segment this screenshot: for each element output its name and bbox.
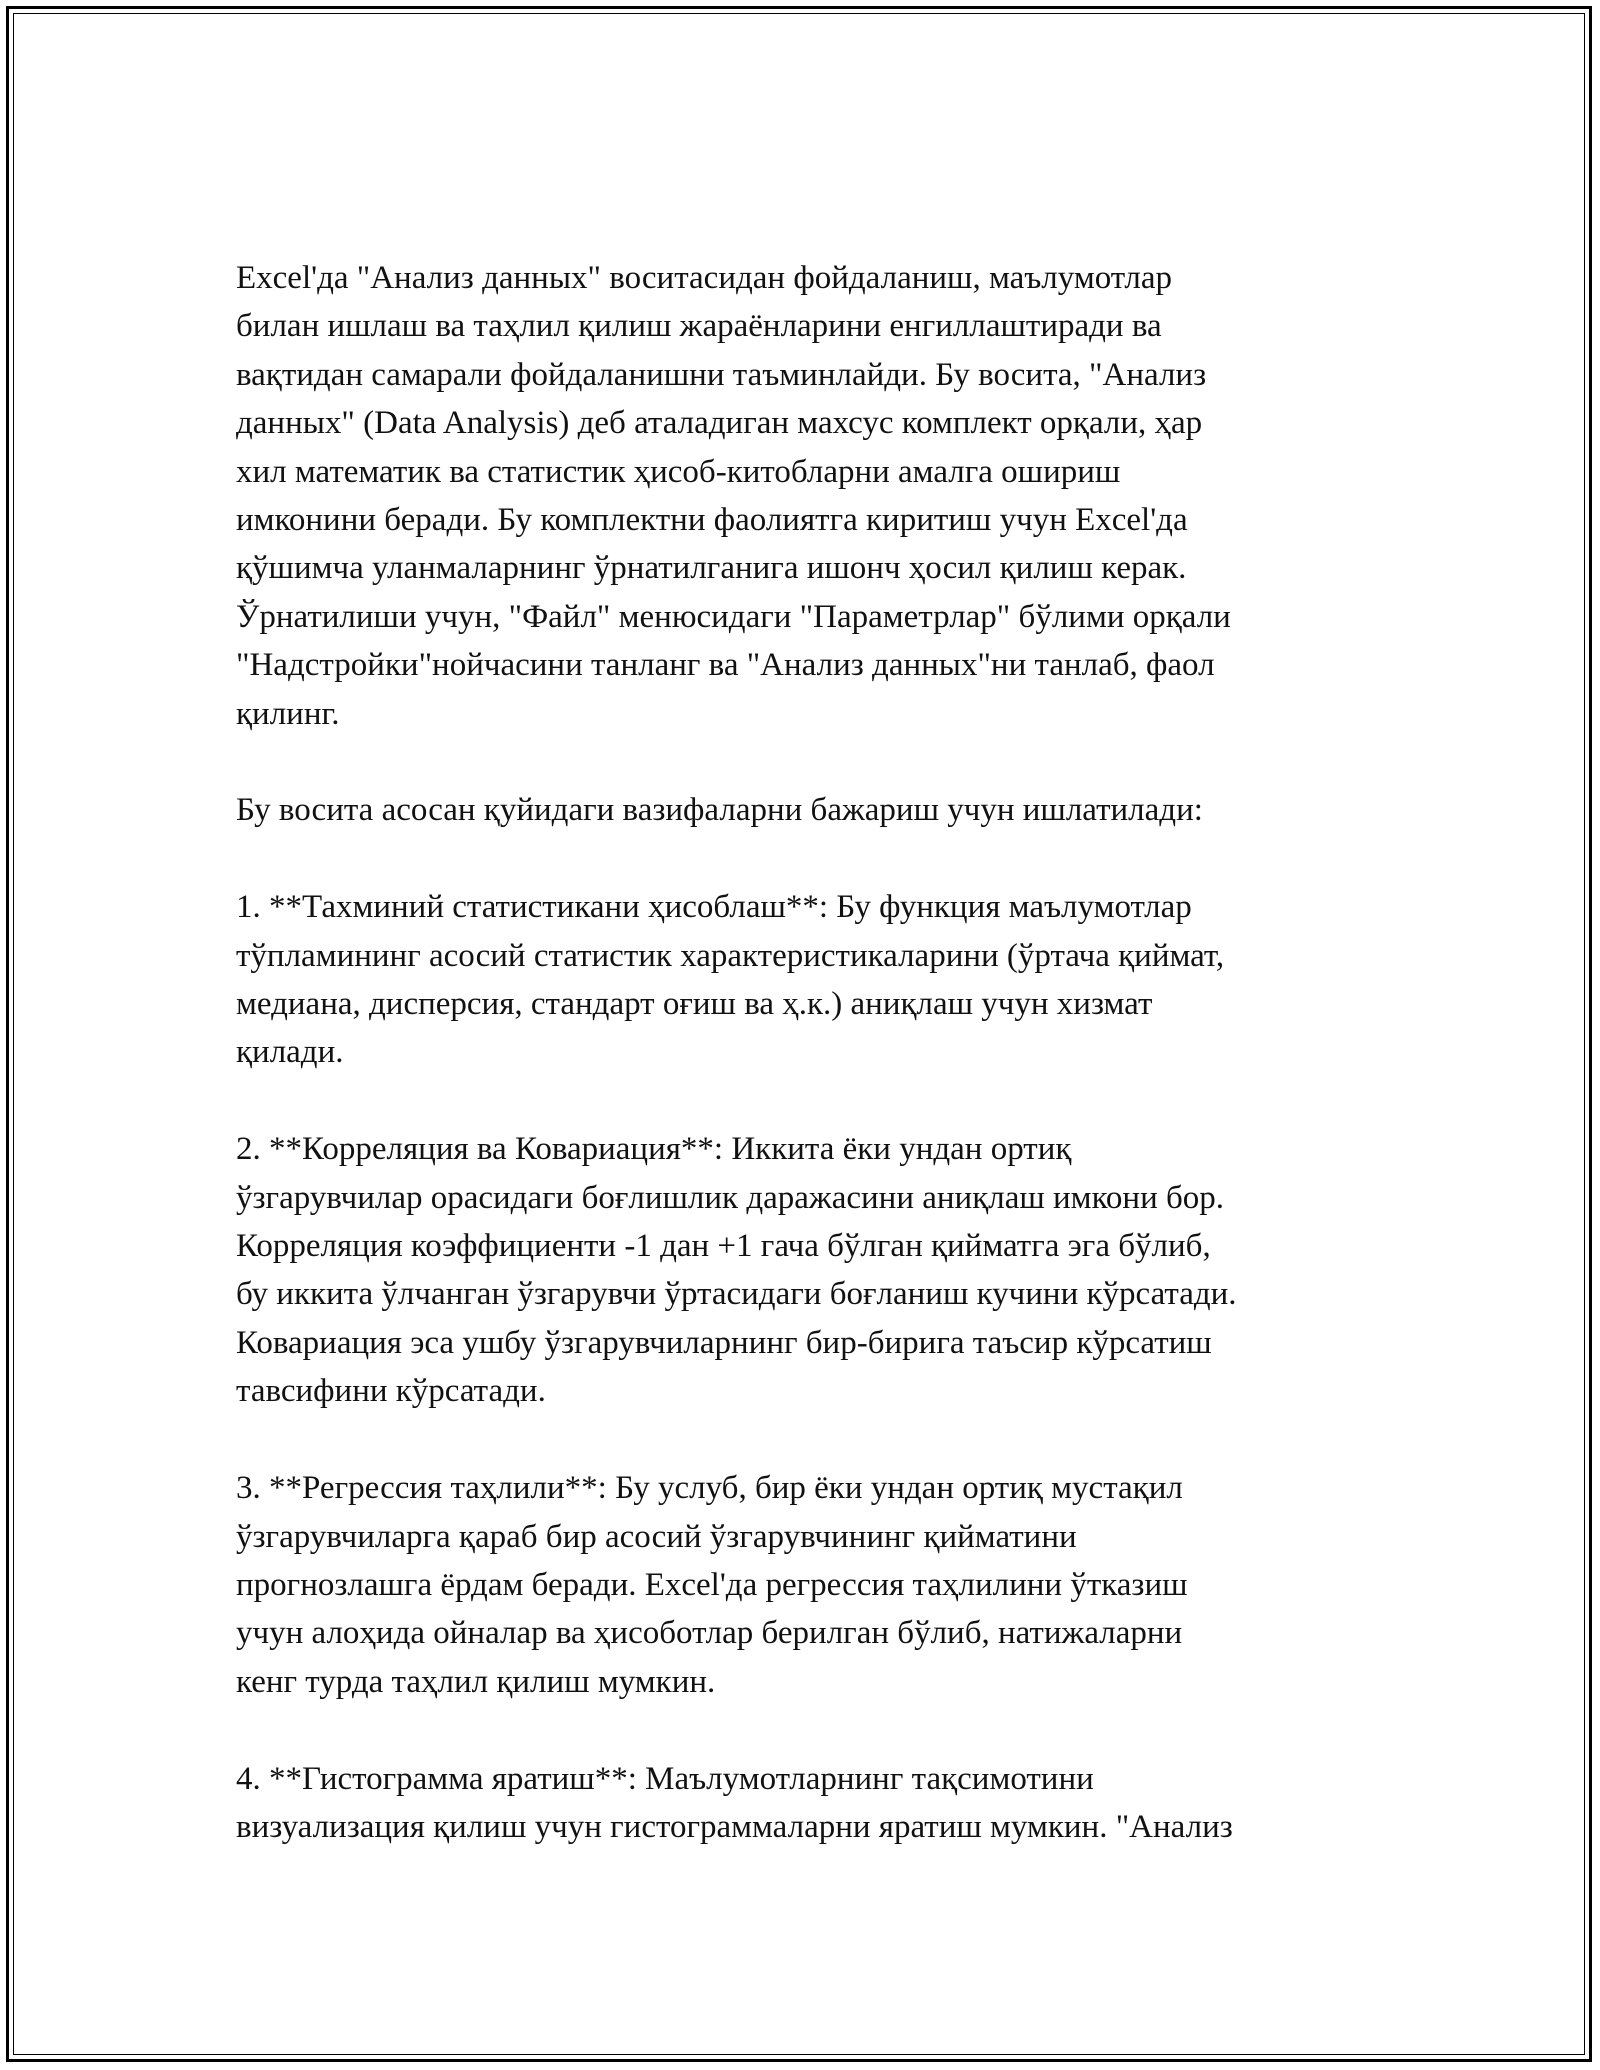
- document-body: [236, 254, 1376, 1851]
- list-item-histogram: 4. **Гистограмма яратиш**: Маълумотларнинг тақсимотини визуализация қилиш учун гистограммаларни яратиш мумкин. "Анализ: [236, 1760, 1233, 1845]
- paragraph-intro: Excel'да "Анализ данных" воситасидан фойдаланиш, маълумотлар билан ишлаш ва таҳлил қилиш жараёнларини енгиллаштиради ва вақтидан самарали фойдаланишни таъминлайди. Бу восита, "Анализ данных" (Data Analysis) деб аталадиган махсус комплект орқали, ҳар хил математик ва статистик ҳисоб-китобларни амалга ошириш имконини беради. Бу комплектни фаолиятга киритиш учун Excel'да қўшимча уланмаларнинг ўрнатилганига ишонч ҳосил қилиш керак. Ўрнатилиши учун, "Файл" менюсидаги "Параметрлар" бўлими орқали "Надстройки"нойчасини танланг ва "Анализ данных"ни танлаб, фаол қилинг.: [236, 260, 1231, 732]
- paragraph-usage-lead: Бу восита асосан қуйидаги вазифаларни бажариш учун ишлатилади:: [236, 792, 1203, 829]
- list-item-correlation-covariance: 2. **Корреляция ва Ковариация**: Иккита ёки ундан ортиқ ўзгарувчилар орасидаги боғлишлик даражасини аниқлаш имкони бор. Корреляция коэффициенти -1 дан +1 гача бўлган қийматга эга бўлиб, бу иккита ўлчанган ўзгарувчи ўртасидаги боғланиш кучини кўрсатади. Ковариация эса ушбу ўзгарувчиларнинг бир-бирига таъсир кўрсатиш тавсифини кўрсатади.: [236, 1131, 1237, 1410]
- list-item-regression: 3. **Регрессия таҳлили**: Бу услуб, бир ёки ундан ортиқ мустақил ўзгарувчиларга қараб бир асосий ўзгарувчининг қийматини прогнозлашга ёрдам беради. Excel'да регрессия таҳлилини ўтказиш учун алоҳида ойналар ва ҳисоботлар берилган бўлиб, натижаларни кенг турда таҳлил қилиш мумкин.: [236, 1470, 1188, 1700]
- list-item-descriptive-statistics: 1. **Тахминий статистикани ҳисоблаш**: Бу функция маълумотлар тўпламининг асосий статистик характеристикаларини (ўртача қиймат, медиана, дисперсия, стандарт оғиш ва ҳ.к.) аниқлаш учун хизмат қилади.: [236, 889, 1225, 1071]
